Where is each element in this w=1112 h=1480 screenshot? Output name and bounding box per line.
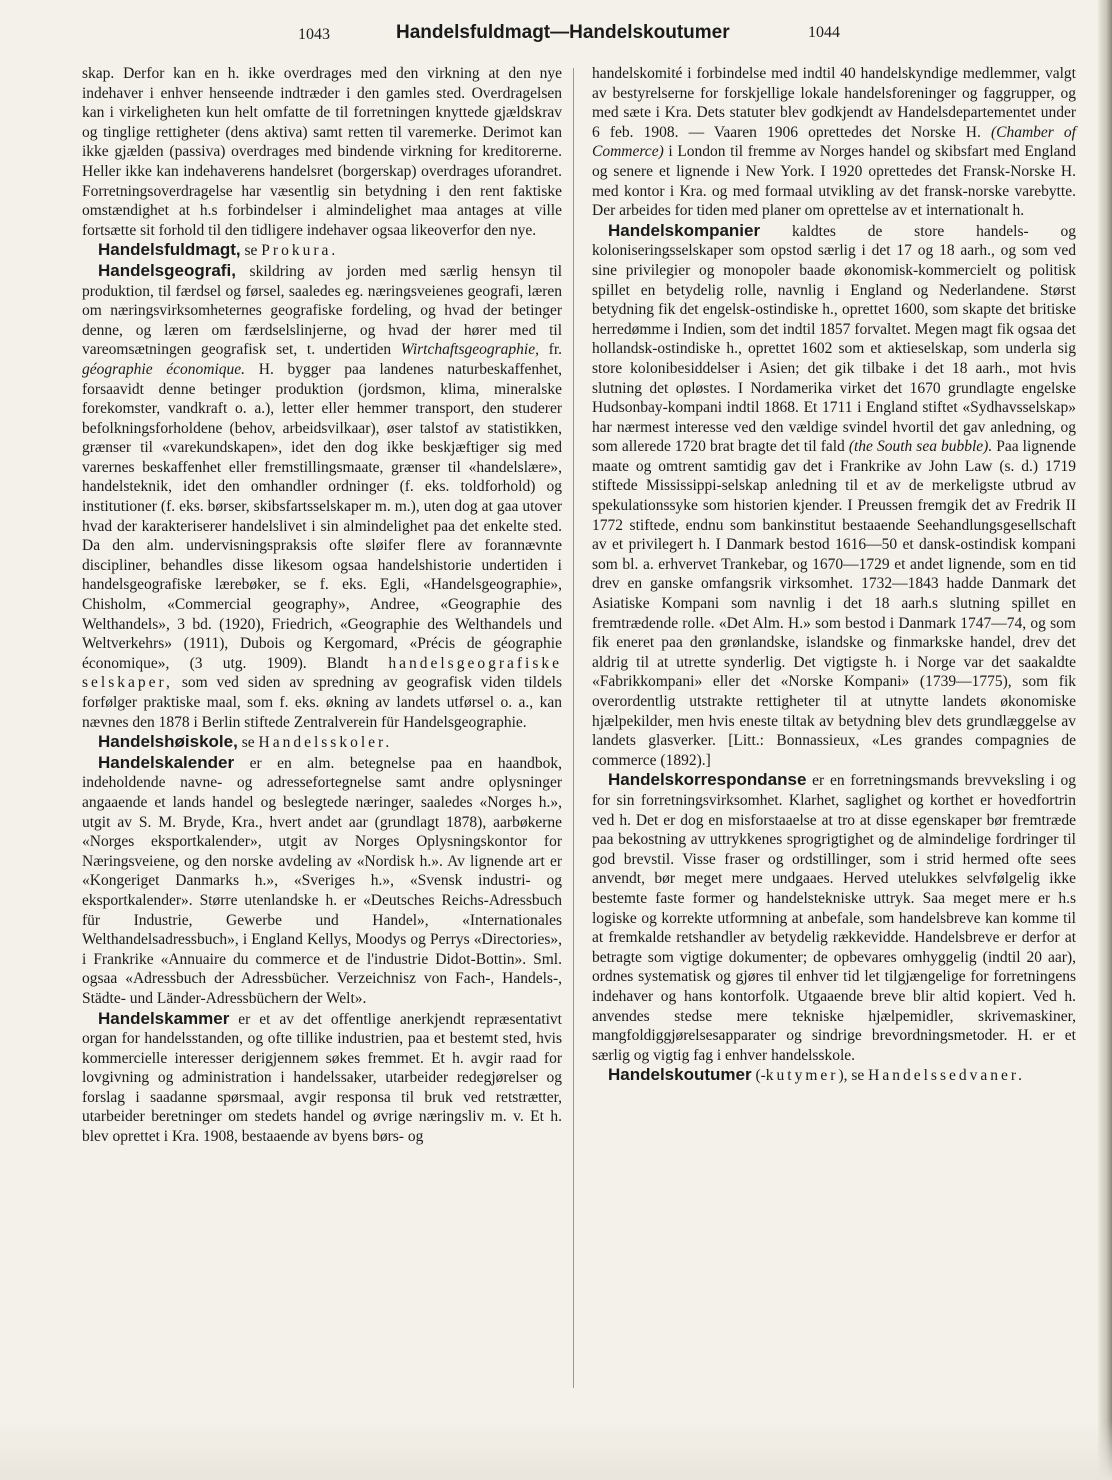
page-edge-shadow <box>1098 0 1112 1480</box>
continuation-paragraph: handelskomité i forbindelse med indtil 40 handelskyndige medlemmer, valgt av bestyrelserne for forskjellige lokale handelsforeninger og faggrupper, og med sæte i Kra. Dets statuter blev godkjendt av Handelsdepartementet under 6 feb. 1908. — Vaaren 1906 oprettedes det Norske H. (Chamber of Commerce) i London til fremme av Norges handel og skibsfart med England og senere et lignende i New York. I 1920 oprettedes det Fransk-Norske H. med kontor i Kra. og med formaal utvikling av det fransk-norske varebytte. Der arbeides for tiden med planer om oprettelse av et internationalt h. <box>592 65 1077 220</box>
entry-handelskompanier: Handelskompanier kaldtes de store handels- og koloniseringsselskaper som opstod særlig i det 17 og 18 aarh., og som ved sine privilegier og monopoler baade økonomisk-kommercielt og politisk spillet en betydelig rolle, navnlig i England og Nederlandene. Størst betydning fik det engelsk-ostindiske h., oprettet 1600, som skapte det britiske herredømme i Indien, som det indtil 1857 forvaltet. Megen magt fik ogsaa det hollandsk-ostindiske h., oprettet 1602 som et aktieselskap, som underla sig store kolonibesiddelser i Asien; det gik tilbake i det 18 aarh., mot hvis slutning det opløstes. I Nordamerika virket det 1670 grundlagte engelske Hudsonbay-kompani indtil 1868. Et 1711 i England stiftet «Sydhavsselskap» har nærmest interesse ved den vældige svindel hvortil det gav anledning, og som allerede 1720 brat bragte det til fald (the South sea bubble). Paa lignende maate og omtrent samtidig gav det i Frankrike av John Law (s. d.) 1719 stiftede Mississippi-selskap anledning til et av de merkeligste utbrud av spekulationssyke som historien kjender. I Preussen fremgik det av Fredrik II 1772 stiftede, endnu som bankinstitut bestaaende Seehandlungsgesellschaft av et privilegert h. I Danmark bestod 1616—50 et dansk-ostindisk kompani som bl. a. erhvervet Trankebar, og 1670—1729 et andet lignende, som en tid drev en ganske omfangsrik virksomhet. 1732—1843 hadde Danmark det Asiatiske Kompani som navnlig i det 18 aarh.s slutning spillet en fremtrædende rolle. «Det Alm. H.» som bestod i Danmark 1747—74, og som fik eneret paa den grønlandske, islandske og finmarkske handel, drev det aldrig til at utrette synderlig. Det vigtigste h. i Norge var det saakaldte «Fabrikkompani» eller det «Norske Kompani» (1739—1775), som fik overordentlig utstrakte rettigheter til at utnytte landets økonomiske hjælpekilder, men hvis eneste tiltak av betydning blev dets grundlæggelse av landets glasverker. [Litt.: Bonnassieux, «Les grandes compagnies de commerce (1892).] <box>592 220 1077 769</box>
running-title: Handelsfuldmagt—Handelskoutumer <box>396 22 730 43</box>
headword: Handelsgeografi, <box>98 260 236 280</box>
entry-handelskoutumer: Handelskoutumer (-kutymer), se Handelssedvaner. <box>608 1065 1026 1085</box>
cross-reference: Handelsskoler. <box>258 734 393 752</box>
entry-handelskorrespondanse: Handelskorrespondanse er en forretningsmands brevveksling i og for sin forretningsvirksomhet. Klarhet, saglighet og korthet er hovedfortrin ved h. Det er dog en misforstaaelse at tro at disse egenskaper bør fremtræde paa bekostning av uttrykkenes sprogrigtighet og de almindelige fordringer til god brevstil. Visse fraser og ordstillinger, som i strid hermed ofte sees anvendt, bør meget mere undgaaes. Herved utelukkes selvfølgelig ikke bestemte faste former og handelstekniske uttryk. Saa meget mere er h.s logiske og korrekte utformning at anbefale, som handelsbreve kan komme til at fremkalde retshandler av betydelig rækkevidde. Handelsbreve er derfor at betragte som vigtige dokumenter; de opbevares omhyggelig (indtil 20 aar), ordnes systematisk og gjøres til enhver tid let tilgjængelige for forretningens indehaver og hans kontorfolk. Utgaaende breve blir altid kopiert. Ved h. anvendes stedse mere tekniske hjælpemidler, skrivemaskiner, mangfoldiggjørelsesapparater og sindrige brevordningsmetoder. H. er et særlig og vigtig fag i enhver handelsskole. <box>592 770 1076 1064</box>
entry-handelskalender: Handelskalender er en alm. betegnelse paa en haandbok, indeholdende navne- og adressefortegnelse samt andre oplysninger angaaende et lands handel og beslegtede næringer, saaledes «Norges h.», utgit av S. M. Bryde, Kra., hvert andet aar (grundlagt 1878), aarbøkerne «Norges eksportkalender», utgit av Norges Oplysningskontor for Næringsveiene, og den norske avdeling av «Nordisk h.». Av lignende art er «Kongeriget Danmarks h.», «Sveriges h.», «Svensk industri- og eksportkalender». Større utenlandske h. er «Deutsches Reichs-Adressbuch für Industrie, Gewerbe und Handel», «Internationales Welthandelsadressbuch», i England Kellys, Moodys og Perrys «Directories», i Frankrike «Annuaire du commerce et de l'industrie Didot-Bottin». Sml. ogsaa «Adressbuch der Adressbücher. Verzeichnisz von Fach-, Handels-, Städte- und Länder-Adressbüchern der Welt». <box>82 752 562 1007</box>
headword: Handelskoutumer <box>608 1065 752 1085</box>
page-number-left: 1043 <box>298 26 330 43</box>
cross-reference: Handelssedvaner. <box>868 1067 1026 1085</box>
left-column <box>82 64 562 1147</box>
headword: Handelshøiskole, <box>98 732 238 752</box>
entry-handelsgeografi: Handelsgeografi, skildring av jorden med særlig hensyn til produktion, til færdsel og førsel, saaledes eg. næringsveienes geografi, læren om næringsvirksomheternes geografiske fordeling, og hvad der betinger denne, og læren om færdselslinjerne, og hvad der hører med til vareomsætningen geografisk set, t. undertiden Wirtchaftsgeographie, fr. géographie économique. H. bygger paa landenes naturbeskaffenhet, forsaavidt denne betinger produktion (jordsmon, klima, mineralske forekomster, vandkraft o. a.), letter eller hemmer transport, den studerer befolkningsforholdene (behov, arbeidsvilkaar), øser talstof av statistikken, grænser til «varekundskapen», idet den dog ikke beskjæftiger sig med varernes beskaffenhet eller fremstillingsmaate, grænser til «handelslære», handelsteknik, idet den omhandler ordninger (f. eks. toldforhold) og institutioner (f. eks. børser, skibsfartsselskaper m. m.), uten dog at gaa utover hvad der karakteriserer handelslivet i sin almindelighet paa det enkelte sted. Da den alm. undervisningspraksis ofte sløifer flere av forannævnte discipliner, behandles disse likesom ogsaa handelshistorie undertiden i handelsgeografiske lærebøker, se f. eks. Egli, «Handelsgeographie», Chisholm, «Commercial geography», Andree, «Geographie des Welthandels», 3 bd. (1920), Friedrich, «Geographie des Welthandels und Weltverkehrs» (1911), Dubois og Kergomard, «Précis de géographie économique», (3 utg. 1909). Blandt handelsgeografiske selskaper, som ved siden av spredning av geografisk viden tildels forfølger praktiske maal, som f. eks. økning av landets utførsel o. a., kan nævnes den 1878 i Berlin stiftede Zentralverein für Handelsgeographie. <box>82 260 562 731</box>
headword: Handelskammer <box>98 1008 230 1028</box>
cross-reference: Prokura. <box>261 242 339 260</box>
entry-handelshoiskole: Handelshøiskole, se Handelsskoler. <box>98 732 393 752</box>
entry-handelskammer: Handelskammer er et av det offentlige anerkjendt repræsentativt organ for handelsstanden, og ofte tillike industrien, paa et bestemt sted, hvis kommercielle interesser derigjennem søkes fremmet. Et h. avgir raad for lovgivning og administration i handelssaker, utarbeider redegjørelser og forslag i saadanne spørsmaal, avgir responsa til bruk ved retstrætter, utarbeider beretninger om stedets handel og øvrige næringsliv m. v. Et h. blev oprettet i Kra. 1908, bestaaende av byens børs- og <box>82 1008 562 1146</box>
right-column <box>592 64 1076 1086</box>
column-divider <box>573 68 574 1388</box>
page-number-right: 1044 <box>808 24 840 41</box>
headword: Handelsfuldmagt, <box>98 240 241 260</box>
headword: Handelskorrespondanse <box>608 770 807 790</box>
page-header <box>0 18 1112 58</box>
headword: Handelskompanier <box>608 220 761 240</box>
entry-handelsfuldmagt: Handelsfuldmagt, se Prokura. <box>98 240 339 260</box>
headword: Handelskalender <box>98 752 235 772</box>
page-bottom-margin <box>0 1420 1112 1480</box>
continuation-paragraph: skap. Derfor kan en h. ikke overdrages med den virkning at den nye indehaver i enhver henseende indtræder i den gamles sted. Overdragelsen kan i virkeligheten kun helt omfatte de til forretningen knyttede gjældskrav og tinglige rettigheter (dens aktiva) samt retten til varemerke. Derimot kan ikke gjælden (passiva) overdrages med bindende virkning for kreditorerne. Heller ikke kan indehaverens handelsret (borgerskap) overdrages uforandret. Forretningsoverdragelse har væsentlig sin betydning i den rent faktiske omstændighet at h.s forbindelser i almindelighet maa antages at ville fortsætte sit forhold til den tidligere indehaver ogsaa likeoverfor den nye. <box>82 65 562 239</box>
